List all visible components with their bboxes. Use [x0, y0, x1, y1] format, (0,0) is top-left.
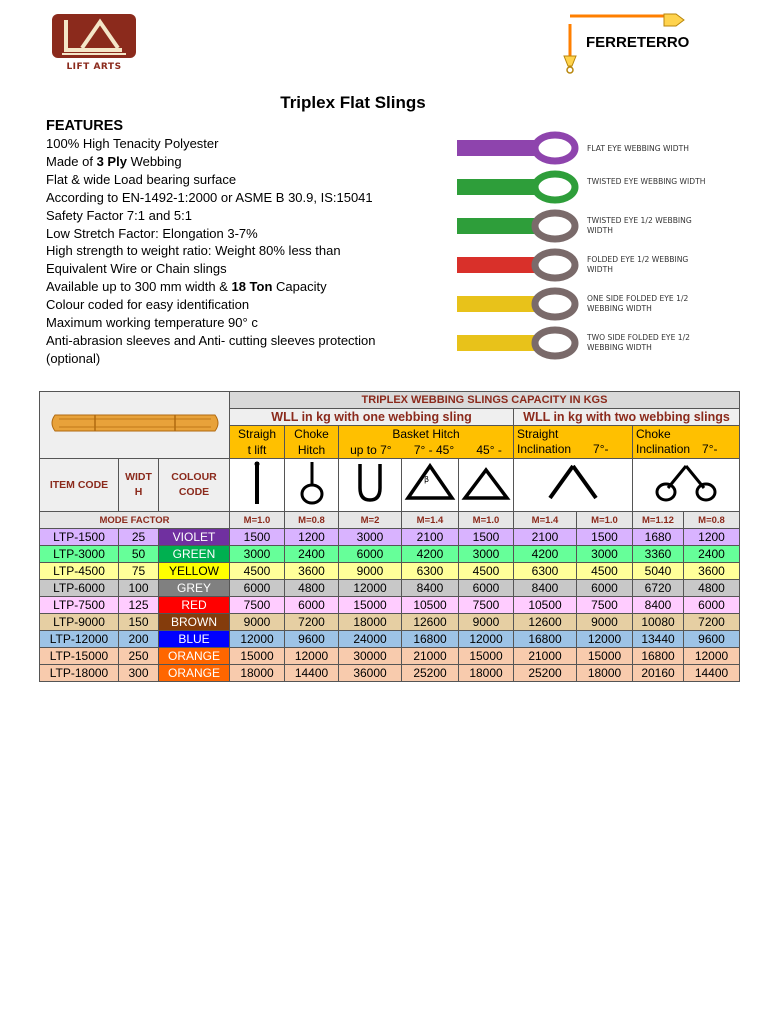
capacity-cell: 6000	[459, 580, 514, 597]
capacity-cell: 2400	[285, 546, 339, 563]
capacity-cell: 7500	[230, 597, 285, 614]
capacity-cell: 15000	[459, 648, 514, 665]
capacity-cell: 7500	[577, 597, 633, 614]
feature-text: Made of	[46, 153, 97, 169]
capacity-cell: 24000	[339, 631, 402, 648]
capacity-cell: 3360	[633, 546, 684, 563]
basket-angles	[339, 442, 513, 458]
item-code-cell: LTP-9000	[40, 614, 119, 631]
capacity-cell: 6000	[577, 580, 633, 597]
capacity-cell: 4200	[402, 546, 459, 563]
basket-wide-icon	[459, 459, 514, 512]
sling-eye-icon	[455, 169, 580, 205]
lift-arts-logo-text: LIFT ARTS	[66, 62, 122, 72]
header-text: Choke	[294, 427, 329, 441]
capacity-cell: 3000	[577, 546, 633, 563]
feature-item	[46, 278, 426, 296]
table-row	[40, 580, 740, 597]
table-row	[40, 546, 740, 563]
width-cell: 150	[119, 614, 159, 631]
header-text: Straight	[517, 427, 559, 441]
item-code-cell: LTP-12000	[40, 631, 119, 648]
feature-emphasis: 18 Ton	[231, 279, 273, 295]
capacity-cell: 13440	[633, 631, 684, 648]
feature-item: High strength to weight ratio: Weight 80% less than	[46, 243, 341, 259]
header-text: 7°-	[702, 442, 718, 456]
capacity-cell: 10080	[633, 614, 684, 631]
header-text: up to 7°	[350, 443, 392, 457]
item-code-header: ITEM CODE	[40, 459, 119, 512]
sling-type-label: TWO SIDE FOLDED EYE 1/2 WEBBING WIDTH	[587, 333, 691, 352]
capacity-cell: 21000	[402, 648, 459, 665]
item-code-cell: LTP-15000	[40, 648, 119, 665]
sling-types-figure	[455, 130, 715, 380]
colour-code-cell: VIOLET	[159, 529, 230, 546]
sling-type-item	[455, 208, 715, 248]
colour-code-cell: GREY	[159, 580, 230, 597]
table-row	[40, 529, 740, 546]
feature-item: Flat & wide Load bearing surface	[46, 171, 237, 187]
sling-eye-icon	[455, 325, 580, 361]
table-row	[40, 665, 740, 682]
two-leg-choke-icon	[633, 459, 740, 512]
mode-factor-value: M=0.8	[285, 512, 339, 529]
mode-factor-value: M=0.8	[684, 512, 740, 529]
capacity-cell: 9000	[577, 614, 633, 631]
flat-sling-image	[45, 403, 225, 443]
mode-factor-label: MODE FACTOR	[40, 512, 230, 529]
capacity-cell: 16800	[514, 631, 577, 648]
table-row	[40, 648, 740, 665]
width-cell: 50	[119, 546, 159, 563]
capacity-cell: 9000	[339, 563, 402, 580]
sling-type-label: TWISTED EYE WEBBING WIDTH	[587, 177, 706, 186]
sling-type-item	[455, 325, 715, 365]
capacity-cell: 10500	[514, 597, 577, 614]
feature-item: Equivalent Wire or Chain slings	[46, 261, 227, 277]
feature-text: Webbing	[126, 153, 182, 169]
feature-item	[46, 153, 426, 171]
mode-factor-value: M=1.0	[459, 512, 514, 529]
colour-code-cell: ORANGE	[159, 665, 230, 682]
one-sling-header: WLL in kg with one webbing sling	[230, 409, 514, 426]
capacity-cell: 6000	[684, 597, 740, 614]
feature-item: 100% High Tenacity Polyester	[46, 136, 219, 151]
capacity-cell: 1200	[285, 529, 339, 546]
capacity-cell: 1500	[230, 529, 285, 546]
capacity-cell: 15000	[577, 648, 633, 665]
choke-hitch-header	[285, 426, 339, 459]
basket-angle-icon	[402, 459, 459, 512]
mode-factor-value: M=1.0	[230, 512, 285, 529]
capacity-cell: 21000	[514, 648, 577, 665]
colour-code-cell: YELLOW	[159, 563, 230, 580]
features-heading: FEATURES	[46, 118, 124, 134]
sling-type-item	[455, 169, 715, 209]
sling-type-item	[455, 286, 715, 326]
choke-inclination-header	[633, 426, 740, 459]
capacity-cell: 12600	[514, 614, 577, 631]
ferreterro-logo-text: FERRETERRO	[586, 34, 690, 51]
capacity-cell: 2400	[684, 546, 740, 563]
item-code-cell: LTP-18000	[40, 665, 119, 682]
capacity-cell: 30000	[339, 648, 402, 665]
mode-factor-value: M=1.4	[514, 512, 577, 529]
ferreterro-logo	[558, 10, 698, 76]
feature-item: Anti-abrasion sleeves and Anti- cutting sleeves protection	[46, 332, 376, 348]
colour-code-cell: BROWN	[159, 614, 230, 631]
feature-text: Available up to 300 mm width &	[46, 279, 232, 295]
capacity-cell: 15000	[339, 597, 402, 614]
straight-lift-header	[230, 426, 285, 459]
lift-arts-logo-mark	[52, 14, 136, 58]
capacity-cell: 16800	[402, 631, 459, 648]
capacity-cell: 7200	[684, 614, 740, 631]
capacity-cell: 9600	[684, 631, 740, 648]
capacity-cell: 8400	[633, 597, 684, 614]
width-cell: 125	[119, 597, 159, 614]
sling-eye-icon	[455, 130, 580, 166]
capacity-cell: 3000	[339, 529, 402, 546]
sling-type-label: FLAT EYE WEBBING WIDTH	[587, 144, 689, 153]
feature-item: Safety Factor 7:1 and 5:1	[46, 207, 192, 223]
capacity-cell: 12000	[339, 580, 402, 597]
two-slings-header: WLL in kg with two webbing slings	[514, 409, 740, 426]
basket-hitch-header	[339, 426, 514, 459]
sling-type-item	[455, 130, 715, 170]
sling-image-cell	[40, 392, 230, 459]
mode-factor-value: M=2	[339, 512, 402, 529]
capacity-cell: 6000	[230, 580, 285, 597]
table-row	[40, 614, 740, 631]
feature-emphasis: 3 Ply	[96, 153, 127, 169]
colour-code-header	[159, 459, 230, 512]
header-text: H	[134, 486, 143, 498]
capacity-table	[39, 391, 740, 682]
capacity-cell: 1680	[633, 529, 684, 546]
header-text: Hitch	[297, 443, 326, 457]
capacity-cell: 6300	[402, 563, 459, 580]
colour-code-cell: GREEN	[159, 546, 230, 563]
capacity-cell: 2100	[514, 529, 577, 546]
capacity-cell: 5040	[633, 563, 684, 580]
capacity-cell: 9000	[230, 614, 285, 631]
capacity-cell: 18000	[230, 665, 285, 682]
sling-type-label: TWISTED EYE 1/2 WEBBING WIDTH	[587, 216, 692, 235]
width-cell: 75	[119, 563, 159, 580]
capacity-cell: 4500	[230, 563, 285, 580]
basket-hitch-icon	[339, 459, 402, 512]
capacity-cell: 16800	[633, 648, 684, 665]
capacity-cell: 12000	[230, 631, 285, 648]
header-text: CODE	[178, 486, 210, 498]
capacity-cell: 20160	[633, 665, 684, 682]
header-text: 7°-	[593, 442, 609, 456]
capacity-cell: 3000	[230, 546, 285, 563]
capacity-cell: 10500	[402, 597, 459, 614]
capacity-cell: 7200	[285, 614, 339, 631]
sling-type-item	[455, 247, 715, 287]
feature-item: Low Stretch Factor: Elongation 3-7%	[46, 225, 258, 241]
capacity-cell: 6720	[633, 580, 684, 597]
capacity-cell: 12000	[459, 631, 514, 648]
capacity-cell: 3600	[285, 563, 339, 580]
capacity-cell: 4200	[514, 546, 577, 563]
capacity-cell: 12600	[402, 614, 459, 631]
capacity-cell: 6300	[514, 563, 577, 580]
header-text: WIDT	[125, 471, 152, 483]
straight-inclination-header	[514, 426, 633, 459]
sling-eye-icon	[455, 286, 580, 322]
header-text: Choke	[636, 427, 671, 441]
capacity-cell: 1500	[577, 529, 633, 546]
feature-item: According to EN-1492-1:2000 or ASME B 30.9, IS:15041	[46, 189, 373, 205]
capacity-cell: 14400	[684, 665, 740, 682]
width-cell: 250	[119, 648, 159, 665]
header-text: t lift	[247, 443, 267, 457]
mode-factor-value: M=1.4	[402, 512, 459, 529]
capacity-cell: 4800	[285, 580, 339, 597]
capacity-cell: 18000	[459, 665, 514, 682]
table-row	[40, 597, 740, 614]
width-header	[119, 459, 159, 512]
mode-factor-value: M=1.0	[577, 512, 633, 529]
capacity-cell: 8400	[514, 580, 577, 597]
svg-text:β: β	[424, 475, 430, 484]
capacity-cell: 14400	[285, 665, 339, 682]
width-cell: 25	[119, 529, 159, 546]
capacity-cell: 25200	[402, 665, 459, 682]
colour-code-cell: BLUE	[159, 631, 230, 648]
capacity-cell: 12000	[577, 631, 633, 648]
header-text: 7° - 45°	[413, 443, 455, 457]
item-code-cell: LTP-3000	[40, 546, 119, 563]
capacity-cell: 4800	[684, 580, 740, 597]
feature-text: Capacity	[272, 279, 327, 295]
header-text: COLOUR	[171, 471, 217, 483]
capacity-cell: 9600	[285, 631, 339, 648]
table-title: TRIPLEX WEBBING SLINGS CAPACITY IN KGS	[230, 392, 740, 409]
capacity-cell: 36000	[339, 665, 402, 682]
capacity-cell: 2100	[402, 529, 459, 546]
capacity-cell: 1200	[684, 529, 740, 546]
two-leg-straight-icon	[514, 459, 633, 512]
width-cell: 100	[119, 580, 159, 597]
capacity-cell: 4500	[459, 563, 514, 580]
header-text: 45° -	[476, 443, 502, 457]
capacity-cell: 6000	[285, 597, 339, 614]
width-cell: 300	[119, 665, 159, 682]
feature-item: Maximum working temperature 90° c	[46, 315, 258, 331]
capacity-cell: 3600	[684, 563, 740, 580]
sling-eye-icon	[455, 208, 580, 244]
capacity-cell: 15000	[230, 648, 285, 665]
capacity-cell: 12000	[684, 648, 740, 665]
capacity-cell: 18000	[577, 665, 633, 682]
feature-item: Colour coded for easy identification	[46, 297, 250, 313]
capacity-cell: 1500	[459, 529, 514, 546]
table-row	[40, 631, 740, 648]
item-code-cell: LTP-6000	[40, 580, 119, 597]
lift-arts-logo	[52, 14, 136, 74]
capacity-cell: 8400	[402, 580, 459, 597]
sling-type-label: FOLDED EYE 1/2 WEBBING WIDTH	[587, 255, 689, 274]
mode-factor-value: M=1.12	[633, 512, 684, 529]
feature-item: (optional)	[46, 350, 101, 366]
features-list	[46, 117, 426, 368]
capacity-cell: 4500	[577, 563, 633, 580]
choke-hitch-icon	[285, 459, 339, 512]
straight-lift-icon	[230, 459, 285, 512]
capacity-cell: 9000	[459, 614, 514, 631]
header-text: Straigh	[237, 427, 277, 441]
header-text-row	[636, 442, 739, 457]
width-cell: 200	[119, 631, 159, 648]
capacity-cell: 7500	[459, 597, 514, 614]
page-title: Triplex Flat Slings	[280, 93, 426, 112]
item-code-cell: LTP-7500	[40, 597, 119, 614]
capacity-cell: 6000	[339, 546, 402, 563]
header-text-row	[517, 442, 632, 457]
item-code-cell: LTP-1500	[40, 529, 119, 546]
capacity-cell: 12000	[285, 648, 339, 665]
capacity-cell: 3000	[459, 546, 514, 563]
table-row	[40, 563, 740, 580]
header-text: Inclination	[636, 442, 691, 456]
header-text: Basket Hitch	[392, 427, 460, 441]
capacity-cell: 25200	[514, 665, 577, 682]
colour-code-cell: RED	[159, 597, 230, 614]
sling-type-label: ONE SIDE FOLDED EYE 1/2 WEBBING WIDTH	[587, 294, 689, 313]
item-code-cell: LTP-4500	[40, 563, 119, 580]
capacity-cell: 18000	[339, 614, 402, 631]
sling-eye-icon	[455, 247, 580, 283]
header-text: Inclination	[517, 442, 572, 456]
colour-code-cell: ORANGE	[159, 648, 230, 665]
